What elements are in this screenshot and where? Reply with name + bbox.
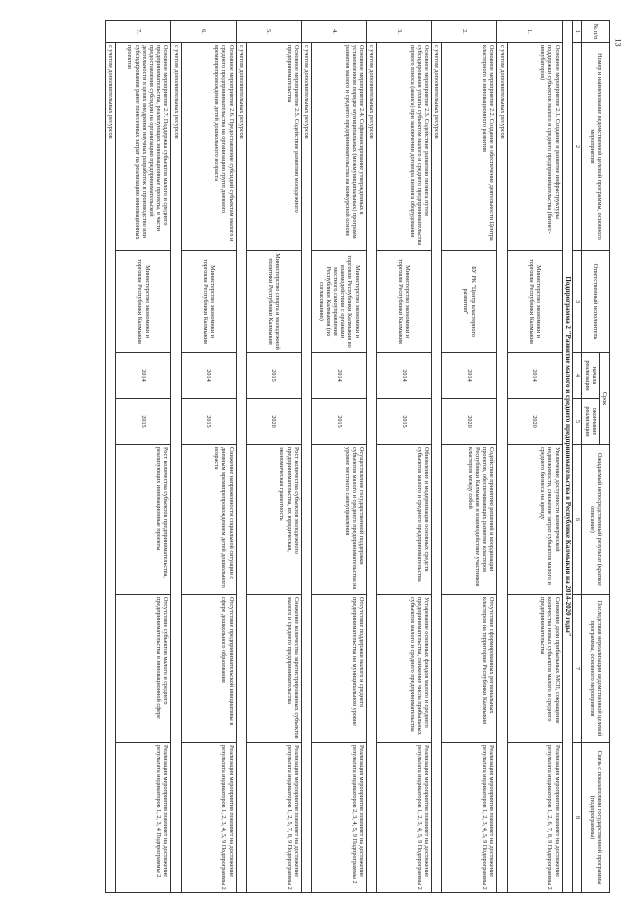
row-start: 2015 [246,353,301,399]
table-row-note [171,21,181,893]
row-note: с учетом дополнительных ресурсов [171,43,181,893]
header-executor: Ответственный исполнитель [582,251,610,353]
rotated-page [32,20,610,892]
table-row-note [432,21,442,893]
table-row-note [106,21,116,893]
header-consequence: Последствия нереализации ведомственной целевой программы, основного мероприятия [582,595,610,743]
row-consequence: Отсутствие предпринимательской инициативы в сфере дошкольного образования [181,595,236,743]
row-end: 2015 [181,399,236,445]
row-executor: Министерство спорта и молодежной политики Республики Калмыкия [246,251,301,353]
row-result: Рост количества субъектов молодежного предпринимательства, их юридическая, экономическая грамотность [246,445,301,595]
row-consequence: Отсутствие поддержки малого и среднего предпринимательства на муниципальном уровне [312,595,367,743]
row-consequence: Отсутствие субъектов малого и среднего предпринимательства в инновационной сфере [116,595,171,743]
row-link: Реализация мероприятия повлияет на достижение результата индикаторов 1, 2, 5, 7, 8, 9 Подпрограммы 2 [246,743,301,893]
row-end: 2015 [312,399,367,445]
row-link: Реализация мероприятия повлияет на достижение результата индикаторов 1, 2, 3, 4, 5, 9 Подпрограммы 2 [377,743,432,893]
header-term: Срок [599,353,609,445]
row-note: с учетом дополнительных ресурсов [106,43,116,893]
table-row [181,21,236,893]
row-consequence: Снижение доли прибыльных МСП, сокращение количества новых субъектов малого и среднего предпринимательства [507,595,562,743]
row-end: 2020 [442,399,497,445]
row-executor: Министерство экономики и торговли Республики Калмыкия [116,251,171,353]
subprogram-title: Подпрограмма 2 "Развитие малого и среднего предпринимательства в Республике Калмыкия на 2014-2020 годы" [562,21,572,893]
row-note: с учетом дополнительных ресурсов [301,43,311,893]
row-number: 5. [236,21,301,43]
row-result: Содействие принятию решений и координации проектов, обеспечивающих развитие кластеров Республики Калмыкия и взаимодействие участников кластеров между собой [442,445,497,595]
row-number: 6. [171,21,236,43]
row-end: 2020 [246,399,301,445]
row-name: Основное мероприятие 2.7. Поддержка субъектов малого и среднего предпринимательства, реализующих инновационные проекты, в части предоставления субсидии на организацию предпринимательской деятельности в целях внедрения научных разработок в производство или субсидирования ранее понесенных затрат на реализацию инновационных проектов [116,43,171,251]
col-number: 1 [572,21,582,43]
table-row-note [497,21,507,893]
row-end: 2015 [116,399,171,445]
table-row [507,21,562,893]
row-consequence: Отсутствие сформированных региональных кластеров на территории Республики Калмыкия [442,595,497,743]
row-start: 2014 [377,353,432,399]
row-result: Рост количества субъектов предпринимательства, реализующих инновационные проекты [116,445,171,595]
row-result: Обновление и модернизация основных средств субъектов малого и среднего предпринимательства [377,445,432,595]
table-sheet [32,20,610,892]
row-end: 2020 [507,399,562,445]
table-row-note [236,21,246,893]
col-number: 2 [572,43,582,251]
subprogram-row [562,21,572,893]
row-name: Основное мероприятие 2.6. Предоставление субсидий субъектам малого и среднего предпринимательства на организацию групп дневного времяпрепровождения детей дошкольного возраста [181,43,236,251]
col-number: 7 [572,595,582,743]
col-number: 8 [572,743,582,893]
header-num: № п/п [582,21,610,43]
table-row [116,21,171,893]
program-table [105,20,610,893]
row-link: Реализация мероприятия повлияет на достижение результата индикаторов 1, 2, 6, 7, 8, 9 Подпрограммы 2 [507,743,562,893]
row-number: 2. [432,21,497,43]
row-number: 7. [106,21,171,43]
row-name: Основное мероприятие 2.2. Создание и обеспечение деятельности Центра кластерного и инновационного развития [442,43,497,251]
header-start: начала реализации [582,353,599,399]
row-name: Основное мероприятие 2.3. Содействие развитию лизинга путем субсидирования уплаты субъектом малого и среднего предпринимательства первого взноса (аванса) при заключении договора лизинга оборудования [377,43,432,251]
col-number: 6 [572,445,582,595]
row-consequence: Снижение количества зарегистрированных субъектов малого и среднего предпринимательства [246,595,301,743]
row-number: 1. [497,21,562,43]
row-executor: БУ РК "Центр кластерного развития" [442,251,497,353]
header-name: Номер и наименование ведомственной целевой программы, основного мероприятия [582,43,610,251]
table-row [246,21,301,893]
row-end: 2015 [377,399,432,445]
row-start: 2014 [312,353,367,399]
row-note: с учетом дополнительных ресурсов [236,43,246,893]
row-start: 2014 [507,353,562,399]
row-name: Основное мероприятие 2.5. Содействие развитию молодежного предпринимательства [246,43,301,251]
row-note: с учетом дополнительных ресурсов [497,43,507,893]
row-executor: Министерство экономики и торговли Республики Калмыкия [507,251,562,353]
table-row [442,21,497,893]
row-number: 3. [367,21,432,43]
row-link: Реализация мероприятия повлияет на достижение результата индикаторов 1, 2, 3, 4, 5, 9 Подпрограммы 2 [181,743,236,893]
row-executor: Министерство экономики и торговли Республики Калмыкия [181,251,236,353]
header-link: Связь с показателями государственной программы (подпрограммы) [582,743,610,893]
col-number: 3 [572,251,582,353]
row-start: 2014 [116,353,171,399]
row-link: Реализация мероприятия повлияет на достижение результата индикаторов 2, 3, 4, 5, 9 Подпрограммы 2 [312,743,367,893]
row-note: с учетом дополнительных ресурсов [367,43,377,893]
col-number: 5 [572,399,582,445]
row-name: Основное мероприятие 2.1. Создание и развитие инфраструктуры поддержки субъектов малого и среднего предпринимательства (бизнес-инкубаторов) [507,43,562,251]
col-number: 4 [572,353,582,399]
row-note: с учетом дополнительных ресурсов [432,43,442,893]
table-row [377,21,432,893]
header-row [599,21,609,893]
row-executor: Министерство экономики и торговли Республики Калмыкия [377,251,432,353]
header-result: Ожидаемый непосредственный результат (краткое описание) [582,445,610,595]
row-start: 2014 [442,353,497,399]
row-result: Снижение напряженности социальной ситуации с дневным времяпрепровождением детей дошкольного возраста [181,445,236,595]
row-link: Реализация мероприятия повлияет на достижение результата индикаторов 1, 2, 3, 4, 5, 9 Подпрограммы 2 [442,743,497,893]
page-number: 13 [613,38,623,47]
table-row-note [301,21,311,893]
column-numbers-row [572,21,582,893]
table-row-note [367,21,377,893]
row-result: Увеличение доступности коммерческой недвижимости, снижение затрат субъектов малого и среднего бизнеса на аренду [507,445,562,595]
row-link: Реализация мероприятия повлияет на достижение результата индикаторов 1, 2, 3, 4 Подпрограммы 2 [116,743,171,893]
row-name: Основное мероприятие 2.4. Софинансирование утвержденных в установленном порядке муниципальных (межмуниципальных) программ развития малого и среднего предпринимательства на конкурсной основе [312,43,367,251]
table-row [312,21,367,893]
row-consequence: Устаревание основных фондов малого и среднего предпринимательства, снижение числа прибыльных субъектов малого и среднего предпринимательства [377,595,432,743]
header-end: окончание реализации [582,399,599,445]
row-start: 2014 [181,353,236,399]
row-executor: Министерство экономики и торговли Республики Калмыкия во взаимодействии с органами местного самоуправления Республики Калмыкия (по согласованию) [312,251,367,353]
row-number: 4. [301,21,366,43]
row-result: Осуществление государственной поддержки субъектов малого и среднего предпринимательства на уровне местного самоуправления [312,445,367,595]
